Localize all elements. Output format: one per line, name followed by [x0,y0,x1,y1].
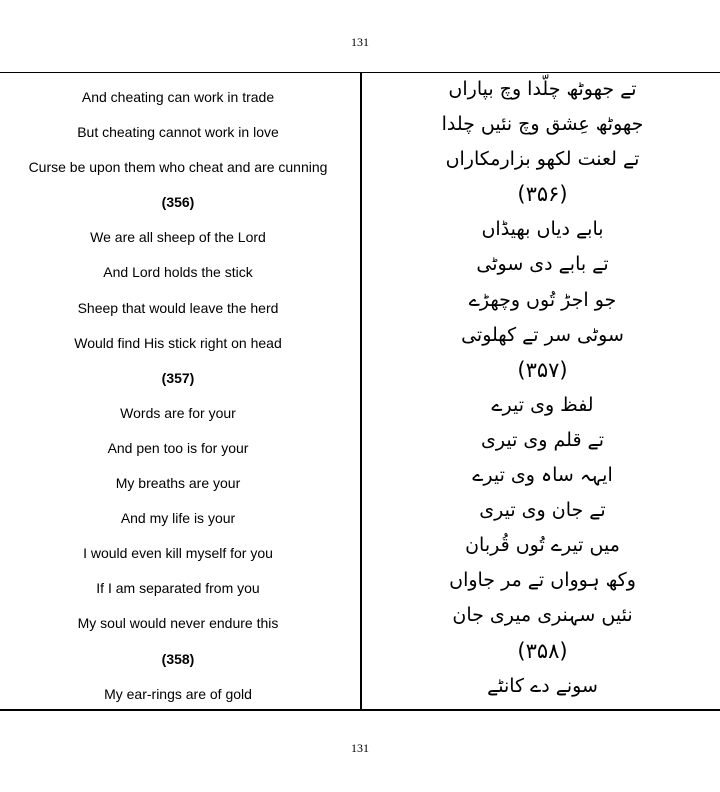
english-line: We are all sheep of the Lord [90,229,266,246]
urdu-line: ایہہ ساہ وی تیرے [472,464,613,487]
urdu-line: وکھ ہوواں تے مر جاواں [449,569,636,592]
verse-row [0,249,720,284]
urdu-line: نئیں سہنری میری جان [452,604,633,627]
english-line: My soul would never endure this [77,615,279,632]
urdu-line: تے لعنت لکھو بزارمکاراں [445,148,640,171]
urdu-line: تے جھوٹھ چلّدا وچ بپاراں [448,78,637,100]
urdu-line: سوٹی سر تے کھلوتی [461,323,624,346]
verse-number-english: (357) [161,369,195,386]
verse-number-urdu: (۳۵۶) [517,182,568,207]
english-line: Would find His stick right on head [74,334,282,351]
urdu-line: میں تیرے تُوں قُربان [465,534,620,557]
verse-row [0,425,720,460]
english-line: And cheating can work in trade [81,89,275,105]
urdu-line: تے بابے دی سوٹی [476,253,609,276]
verse-row [0,214,720,249]
verse-number-urdu: (۳۵۸) [517,638,568,663]
bottom-rule [0,709,720,711]
urdu-line: سونے دے کانٹے [487,674,598,697]
verse-row [0,285,720,320]
urdu-line: لفظ وی تیرے [491,393,594,416]
verse-row [0,565,720,600]
english-line: My ear-rings are of gold [104,685,252,702]
urdu-line: جو اجڑ تُوں وچھڑے [468,288,617,311]
verse-row [0,600,720,635]
english-line: And pen too is for your [107,439,249,456]
verse-number-english: (358) [161,650,195,667]
english-line: If I am separated from you [96,580,260,597]
verse-row [0,390,720,425]
english-line: Words are for your [120,404,236,421]
english-line: And my life is your [120,510,236,527]
verse-row [0,109,720,144]
english-line: Sheep that would leave the herd [77,299,279,316]
urdu-line: تے قلم وی تیری [481,428,604,451]
verse-row [0,74,720,109]
english-line: But cheating cannot work in love [77,124,279,141]
english-line: My breaths are your [115,475,241,492]
verse-row [0,636,720,671]
page-number-bottom: 131 [351,741,369,755]
urdu-line: تے جان وی تیری [479,499,606,522]
urdu-line: جھوٹھ عِشق وچ نئیں چلدا [441,113,644,136]
verse-row [0,671,720,706]
verse-row [0,495,720,530]
english-line: I would even kill myself for you [83,545,273,562]
verse-row [0,530,720,565]
verse-number-urdu: (۳۵۷) [517,357,568,382]
verse-number-english: (356) [161,194,195,211]
page-number-top: 131 [351,35,369,49]
verse-row [0,355,720,390]
verse-row [0,460,720,495]
english-line: Curse be upon them who cheat and are cunning [28,159,328,176]
translation-table [0,74,720,706]
verse-row [0,144,720,179]
verse-row [0,320,720,355]
urdu-line: بابے دیاں بھیڈاں [481,218,604,241]
verse-row [0,179,720,214]
english-line: And Lord holds the stick [103,264,253,281]
